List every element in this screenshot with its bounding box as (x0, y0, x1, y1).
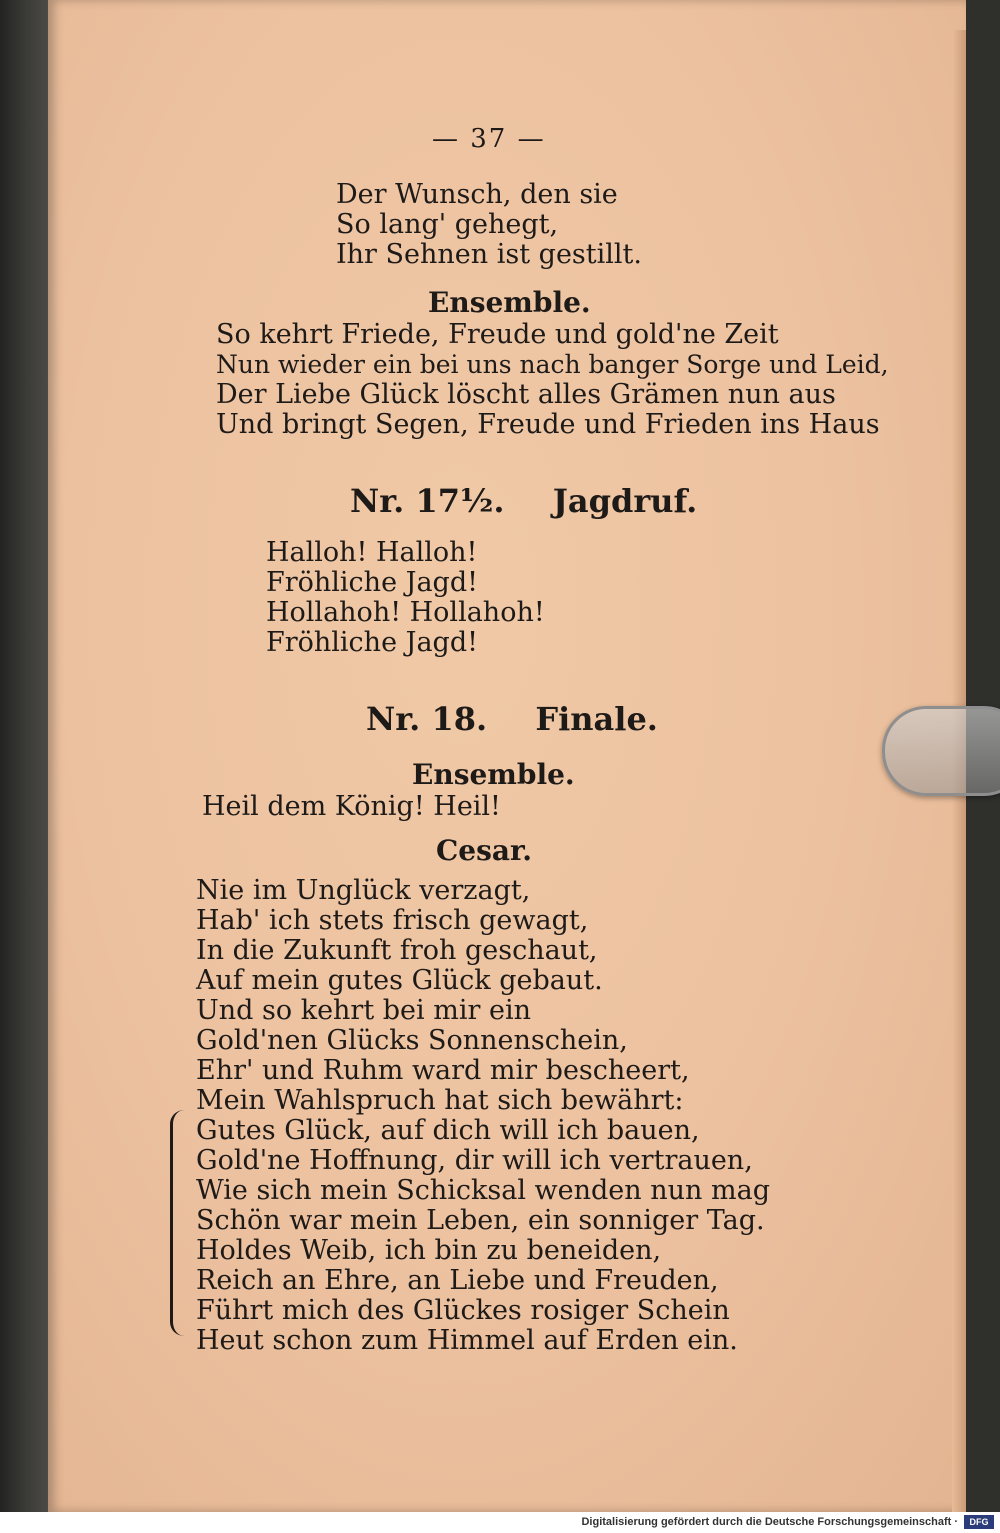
footer-text: Digitalisierung gefördert durch die Deutsche Forschungsgemeinschaft · (581, 1516, 958, 1528)
verse-line: Nun wieder ein bei uns nach banger Sorge und Leid, (216, 350, 889, 379)
verse-line: Hollahoh! Hollahoh! (266, 597, 545, 628)
page-number: — 37 — (432, 124, 546, 154)
section-title: Finale. (535, 700, 658, 738)
stanza-3 (266, 538, 545, 658)
footer-bar (0, 1512, 1000, 1533)
verse-line: Gutes Glück, auf dich will ich bauen, (196, 1115, 700, 1146)
verse-line: Gold'ne Hoffnung, dir will ich vertrauen, (196, 1145, 753, 1176)
verse-line: Ehr' und Ruhm ward mir bescheert, (196, 1055, 690, 1086)
stanza-2 (216, 320, 889, 440)
verse-line: Mein Wahlspruch hat sich bewährt: (196, 1085, 684, 1116)
verse-line: Der Liebe Glück löscht alles Grämen nun aus (216, 379, 836, 410)
verse-line: Auf mein gutes Glück gebaut. (196, 965, 603, 996)
verse-heil: Heil dem König! Heil! (202, 791, 501, 822)
verse-line: So kehrt Friede, Freude und gold'ne Zeit (216, 319, 779, 350)
section-number: Nr. 18. (366, 700, 488, 738)
section-heading-jagdruf (350, 482, 697, 520)
verse-line: Und bringt Segen, Freude und Frieden ins Haus (216, 409, 880, 440)
verse-line: Fröhliche Jagd! (266, 627, 478, 658)
verse-line: Der Wunsch, den sie (336, 179, 618, 210)
section-heading-finale (366, 700, 658, 738)
verse-line: Nie im Unglück verzagt, (196, 875, 531, 906)
verse-brace (170, 1110, 187, 1336)
verse-line: Schön war mein Leben, ein sonniger Tag. (196, 1205, 765, 1236)
verse-line: Gold'nen Glücks Sonnenschein, (196, 1025, 628, 1056)
verse-line: Führt mich des Glückes rosiger Schein (196, 1295, 730, 1326)
section-title: Jagdruf. (552, 482, 698, 520)
verse-line: Holdes Weib, ich bin zu beneiden, (196, 1235, 662, 1266)
book-binding (0, 0, 48, 1512)
heading-cesar: Cesar. (436, 834, 532, 867)
verse-line: Heut schon zum Himmel auf Erden ein. (196, 1325, 738, 1356)
stanza-1 (336, 180, 642, 270)
verse-line: So lang' gehegt, (336, 209, 559, 240)
verse-line: Fröhliche Jagd! (266, 567, 478, 598)
verse-line: Hab' ich stets frisch gewagt, (196, 905, 589, 936)
verse-line: Halloh! Halloh! (266, 537, 478, 568)
section-number: Nr. 17½. (350, 482, 505, 520)
verse-line: Reich an Ehre, an Liebe und Freuden, (196, 1265, 719, 1296)
stanza-4 (196, 876, 770, 1356)
verse-line: Wie sich mein Schicksal wenden nun mag (196, 1175, 770, 1206)
page-clip (882, 706, 1000, 796)
verse-line: Ihr Sehnen ist gestillt. (336, 239, 642, 270)
verse-line: Und so kehrt bei mir ein (196, 995, 531, 1026)
heading-ensemble: Ensemble. (412, 758, 575, 791)
dfg-logo-icon: DFG (964, 1515, 994, 1529)
verse-line: In die Zukunft froh geschaut, (196, 935, 598, 966)
heading-ensemble: Ensemble. (428, 286, 591, 319)
